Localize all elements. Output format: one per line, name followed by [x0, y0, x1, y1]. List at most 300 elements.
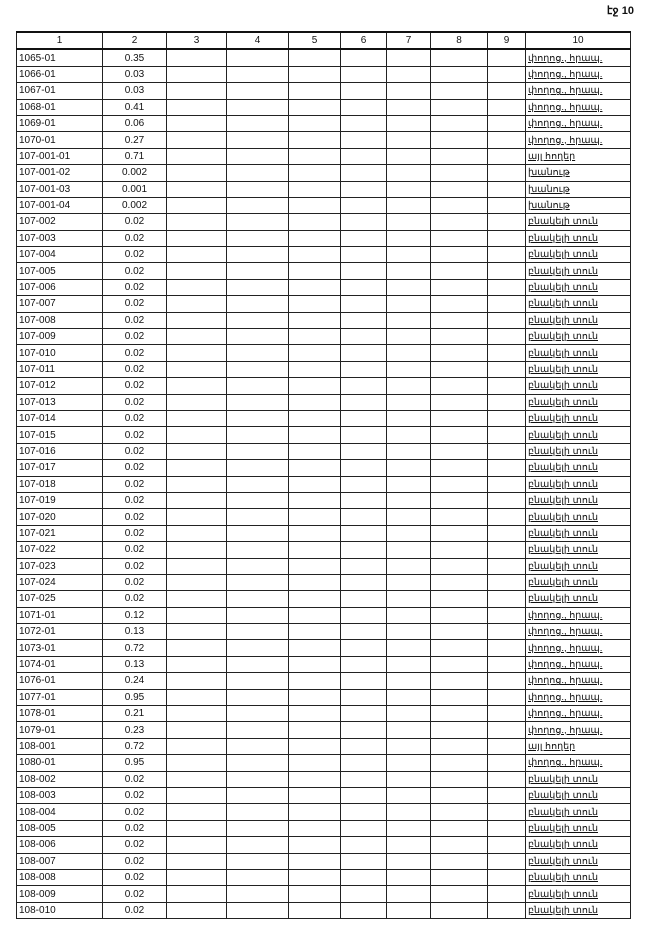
empty-cell — [167, 820, 227, 836]
empty-cell — [431, 755, 488, 771]
area: 0.06 — [103, 115, 167, 131]
empty-cell — [167, 591, 227, 607]
land-use: բնակելի տուն — [526, 492, 631, 508]
empty-cell — [488, 66, 526, 82]
empty-cell — [387, 165, 431, 181]
land-use: բնակելի տուն — [526, 869, 631, 885]
empty-cell — [341, 476, 387, 492]
area: 0.002 — [103, 165, 167, 181]
empty-cell — [341, 378, 387, 394]
empty-cell — [289, 574, 341, 590]
empty-cell — [341, 656, 387, 672]
empty-cell — [227, 181, 289, 197]
empty-cell — [227, 66, 289, 82]
empty-cell — [167, 886, 227, 902]
empty-cell — [488, 99, 526, 115]
empty-cell — [341, 558, 387, 574]
empty-cell — [227, 214, 289, 230]
parcel-id: 1065-01 — [17, 49, 103, 66]
empty-cell — [289, 525, 341, 541]
land-use: բնակելի տուն — [526, 427, 631, 443]
empty-cell — [387, 837, 431, 853]
empty-cell — [227, 738, 289, 754]
empty-cell — [289, 99, 341, 115]
empty-cell — [289, 394, 341, 410]
table-row — [17, 247, 631, 263]
empty-cell — [431, 214, 488, 230]
empty-cell — [289, 230, 341, 246]
empty-cell — [431, 574, 488, 590]
parcel-id: 1073-01 — [17, 640, 103, 656]
land-use: բնակելի տուն — [526, 574, 631, 590]
empty-cell — [431, 247, 488, 263]
area: 0.02 — [103, 443, 167, 459]
parcel-id: 1074-01 — [17, 656, 103, 672]
area: 0.03 — [103, 66, 167, 82]
parcel-id: 107-025 — [17, 591, 103, 607]
empty-cell — [167, 148, 227, 164]
land-use: փողոց., հրապ. — [526, 83, 631, 99]
table-row — [17, 66, 631, 82]
empty-cell — [488, 542, 526, 558]
empty-cell — [431, 296, 488, 312]
table-row — [17, 591, 631, 607]
table-row — [17, 345, 631, 361]
empty-cell — [431, 279, 488, 295]
empty-cell — [387, 771, 431, 787]
empty-cell — [488, 525, 526, 541]
empty-cell — [341, 755, 387, 771]
table-row — [17, 312, 631, 328]
land-use: բնակելի տուն — [526, 771, 631, 787]
empty-cell — [431, 738, 488, 754]
empty-cell — [227, 591, 289, 607]
table-row — [17, 378, 631, 394]
empty-cell — [289, 345, 341, 361]
area: 0.02 — [103, 787, 167, 803]
area: 0.002 — [103, 197, 167, 213]
empty-cell — [341, 345, 387, 361]
parcel-id: 108-005 — [17, 820, 103, 836]
empty-cell — [341, 312, 387, 328]
empty-cell — [431, 689, 488, 705]
parcel-id: 1071-01 — [17, 607, 103, 623]
empty-cell — [289, 214, 341, 230]
empty-cell — [488, 738, 526, 754]
empty-cell — [341, 820, 387, 836]
land-use: խանութ — [526, 165, 631, 181]
empty-cell — [488, 197, 526, 213]
empty-cell — [387, 296, 431, 312]
empty-cell — [488, 230, 526, 246]
empty-cell — [341, 296, 387, 312]
table-row — [17, 574, 631, 590]
empty-cell — [341, 492, 387, 508]
empty-cell — [227, 542, 289, 558]
empty-cell — [387, 214, 431, 230]
empty-cell — [431, 542, 488, 558]
parcel-id: 107-013 — [17, 394, 103, 410]
empty-cell — [227, 83, 289, 99]
area: 0.02 — [103, 460, 167, 476]
table-row — [17, 820, 631, 836]
empty-cell — [289, 361, 341, 377]
empty-cell — [387, 181, 431, 197]
area: 0.02 — [103, 214, 167, 230]
empty-cell — [167, 394, 227, 410]
empty-cell — [431, 378, 488, 394]
empty-cell — [488, 558, 526, 574]
empty-cell — [488, 886, 526, 902]
empty-cell — [488, 820, 526, 836]
table-row — [17, 296, 631, 312]
empty-cell — [488, 296, 526, 312]
empty-cell — [341, 771, 387, 787]
empty-cell — [387, 394, 431, 410]
empty-cell — [387, 460, 431, 476]
empty-cell — [167, 755, 227, 771]
empty-cell — [431, 771, 488, 787]
area: 0.23 — [103, 722, 167, 738]
empty-cell — [488, 607, 526, 623]
empty-cell — [341, 542, 387, 558]
empty-cell — [431, 820, 488, 836]
column-header-8: 8 — [431, 32, 488, 49]
table-row — [17, 132, 631, 148]
empty-cell — [289, 853, 341, 869]
table-row — [17, 837, 631, 853]
empty-cell — [227, 492, 289, 508]
table-row — [17, 886, 631, 902]
area: 0.02 — [103, 296, 167, 312]
empty-cell — [289, 197, 341, 213]
table-row — [17, 771, 631, 787]
empty-cell — [387, 115, 431, 131]
empty-cell — [387, 558, 431, 574]
empty-cell — [167, 49, 227, 66]
empty-cell — [227, 394, 289, 410]
area: 0.02 — [103, 263, 167, 279]
empty-cell — [431, 853, 488, 869]
empty-cell — [431, 361, 488, 377]
land-use: բնակելի տուն — [526, 886, 631, 902]
empty-cell — [341, 738, 387, 754]
empty-cell — [167, 99, 227, 115]
empty-cell — [488, 574, 526, 590]
empty-cell — [289, 378, 341, 394]
empty-cell — [431, 83, 488, 99]
land-use: փողոց., հրապ. — [526, 624, 631, 640]
table-row — [17, 427, 631, 443]
area: 0.001 — [103, 181, 167, 197]
empty-cell — [341, 574, 387, 590]
parcel-id: 107-012 — [17, 378, 103, 394]
empty-cell — [289, 837, 341, 853]
empty-cell — [227, 296, 289, 312]
empty-cell — [341, 394, 387, 410]
parcel-id: 107-022 — [17, 542, 103, 558]
area: 0.02 — [103, 361, 167, 377]
empty-cell — [227, 656, 289, 672]
area: 0.02 — [103, 345, 167, 361]
empty-cell — [488, 722, 526, 738]
empty-cell — [289, 132, 341, 148]
empty-cell — [431, 886, 488, 902]
parcel-id: 107-001-03 — [17, 181, 103, 197]
empty-cell — [341, 66, 387, 82]
empty-cell — [488, 755, 526, 771]
empty-cell — [289, 706, 341, 722]
empty-cell — [431, 673, 488, 689]
empty-cell — [488, 902, 526, 918]
table-row — [17, 148, 631, 164]
empty-cell — [341, 787, 387, 803]
empty-cell — [341, 279, 387, 295]
table-row — [17, 329, 631, 345]
empty-cell — [167, 378, 227, 394]
empty-cell — [227, 886, 289, 902]
empty-cell — [167, 296, 227, 312]
area: 0.02 — [103, 820, 167, 836]
empty-cell — [488, 591, 526, 607]
empty-cell — [387, 902, 431, 918]
empty-cell — [431, 722, 488, 738]
table-row — [17, 460, 631, 476]
empty-cell — [289, 591, 341, 607]
empty-cell — [387, 312, 431, 328]
page-number: էջ 10 — [606, 5, 634, 17]
empty-cell — [227, 820, 289, 836]
table-row — [17, 542, 631, 558]
empty-cell — [341, 624, 387, 640]
empty-cell — [488, 869, 526, 885]
parcel-id: 1072-01 — [17, 624, 103, 640]
area: 0.02 — [103, 574, 167, 590]
empty-cell — [167, 804, 227, 820]
empty-cell — [167, 460, 227, 476]
column-header-4: 4 — [227, 32, 289, 49]
area: 0.02 — [103, 230, 167, 246]
land-use: բնակելի տուն — [526, 312, 631, 328]
table-row — [17, 902, 631, 918]
empty-cell — [289, 542, 341, 558]
empty-cell — [341, 673, 387, 689]
empty-cell — [289, 427, 341, 443]
empty-cell — [387, 804, 431, 820]
area: 0.02 — [103, 869, 167, 885]
empty-cell — [431, 460, 488, 476]
land-use: խանութ — [526, 197, 631, 213]
area: 0.02 — [103, 525, 167, 541]
empty-cell — [488, 427, 526, 443]
empty-cell — [488, 410, 526, 426]
area: 0.02 — [103, 329, 167, 345]
land-use: բնակելի տուն — [526, 394, 631, 410]
parcel-id: 107-018 — [17, 476, 103, 492]
table-row — [17, 263, 631, 279]
empty-cell — [289, 886, 341, 902]
parcel-id: 108-009 — [17, 886, 103, 902]
empty-cell — [341, 640, 387, 656]
parcel-id: 1068-01 — [17, 99, 103, 115]
empty-cell — [431, 394, 488, 410]
empty-cell — [341, 804, 387, 820]
area: 0.13 — [103, 624, 167, 640]
empty-cell — [167, 476, 227, 492]
column-header-2: 2 — [103, 32, 167, 49]
empty-cell — [167, 115, 227, 131]
empty-cell — [227, 345, 289, 361]
empty-cell — [227, 165, 289, 181]
empty-cell — [488, 115, 526, 131]
empty-cell — [227, 329, 289, 345]
empty-cell — [227, 525, 289, 541]
empty-cell — [387, 230, 431, 246]
empty-cell — [488, 394, 526, 410]
empty-cell — [289, 689, 341, 705]
area: 0.02 — [103, 410, 167, 426]
empty-cell — [167, 361, 227, 377]
empty-cell — [167, 837, 227, 853]
empty-cell — [227, 804, 289, 820]
empty-cell — [167, 427, 227, 443]
empty-cell — [227, 230, 289, 246]
empty-cell — [289, 673, 341, 689]
empty-cell — [387, 656, 431, 672]
empty-cell — [387, 869, 431, 885]
empty-cell — [289, 640, 341, 656]
empty-cell — [227, 853, 289, 869]
empty-cell — [431, 148, 488, 164]
empty-cell — [289, 820, 341, 836]
empty-cell — [289, 115, 341, 131]
empty-cell — [387, 640, 431, 656]
area: 0.02 — [103, 771, 167, 787]
parcel-id: 107-014 — [17, 410, 103, 426]
parcel-id: 108-001 — [17, 738, 103, 754]
empty-cell — [431, 165, 488, 181]
empty-cell — [387, 574, 431, 590]
empty-cell — [341, 49, 387, 66]
empty-cell — [227, 607, 289, 623]
empty-cell — [341, 525, 387, 541]
empty-cell — [341, 115, 387, 131]
empty-cell — [167, 492, 227, 508]
table-row — [17, 197, 631, 213]
empty-cell — [167, 181, 227, 197]
empty-cell — [387, 49, 431, 66]
area: 0.02 — [103, 558, 167, 574]
empty-cell — [227, 247, 289, 263]
empty-cell — [289, 247, 341, 263]
empty-cell — [488, 361, 526, 377]
empty-cell — [431, 230, 488, 246]
empty-cell — [227, 148, 289, 164]
empty-cell — [387, 853, 431, 869]
empty-cell — [227, 558, 289, 574]
area: 0.12 — [103, 607, 167, 623]
table-row — [17, 755, 631, 771]
empty-cell — [227, 509, 289, 525]
empty-cell — [289, 148, 341, 164]
parcel-id: 107-010 — [17, 345, 103, 361]
empty-cell — [289, 410, 341, 426]
empty-cell — [227, 689, 289, 705]
empty-cell — [488, 673, 526, 689]
empty-cell — [431, 640, 488, 656]
empty-cell — [289, 329, 341, 345]
empty-cell — [167, 689, 227, 705]
empty-cell — [341, 706, 387, 722]
table-row — [17, 558, 631, 574]
empty-cell — [167, 83, 227, 99]
empty-cell — [431, 427, 488, 443]
empty-cell — [431, 115, 488, 131]
table-row — [17, 181, 631, 197]
land-use: փողոց., հրապ. — [526, 49, 631, 66]
land-use: բնակելի տուն — [526, 214, 631, 230]
empty-cell — [167, 738, 227, 754]
area: 0.35 — [103, 49, 167, 66]
table-row — [17, 476, 631, 492]
empty-cell — [387, 99, 431, 115]
parcel-id: 1067-01 — [17, 83, 103, 99]
empty-cell — [488, 49, 526, 66]
parcel-id: 107-024 — [17, 574, 103, 590]
empty-cell — [431, 656, 488, 672]
empty-cell — [227, 722, 289, 738]
parcel-id: 1077-01 — [17, 689, 103, 705]
empty-cell — [488, 787, 526, 803]
empty-cell — [488, 706, 526, 722]
empty-cell — [227, 574, 289, 590]
empty-cell — [167, 656, 227, 672]
area: 0.02 — [103, 378, 167, 394]
empty-cell — [387, 689, 431, 705]
table-row — [17, 722, 631, 738]
empty-cell — [227, 787, 289, 803]
area: 0.02 — [103, 247, 167, 263]
empty-cell — [431, 263, 488, 279]
parcel-id: 107-009 — [17, 329, 103, 345]
area: 0.02 — [103, 853, 167, 869]
empty-cell — [387, 427, 431, 443]
empty-cell — [387, 279, 431, 295]
empty-cell — [167, 279, 227, 295]
empty-cell — [431, 509, 488, 525]
empty-cell — [227, 869, 289, 885]
empty-cell — [341, 263, 387, 279]
empty-cell — [227, 263, 289, 279]
land-use: փողոց., հրապ. — [526, 706, 631, 722]
empty-cell — [289, 296, 341, 312]
empty-cell — [289, 492, 341, 508]
area: 0.71 — [103, 148, 167, 164]
empty-cell — [167, 329, 227, 345]
empty-cell — [431, 99, 488, 115]
empty-cell — [387, 755, 431, 771]
land-use: բնակելի տուն — [526, 787, 631, 803]
empty-cell — [167, 574, 227, 590]
empty-cell — [431, 49, 488, 66]
table-row — [17, 787, 631, 803]
table-row — [17, 640, 631, 656]
land-use: այլ հողեր — [526, 148, 631, 164]
area: 0.03 — [103, 83, 167, 99]
empty-cell — [341, 853, 387, 869]
empty-cell — [387, 476, 431, 492]
empty-cell — [431, 197, 488, 213]
